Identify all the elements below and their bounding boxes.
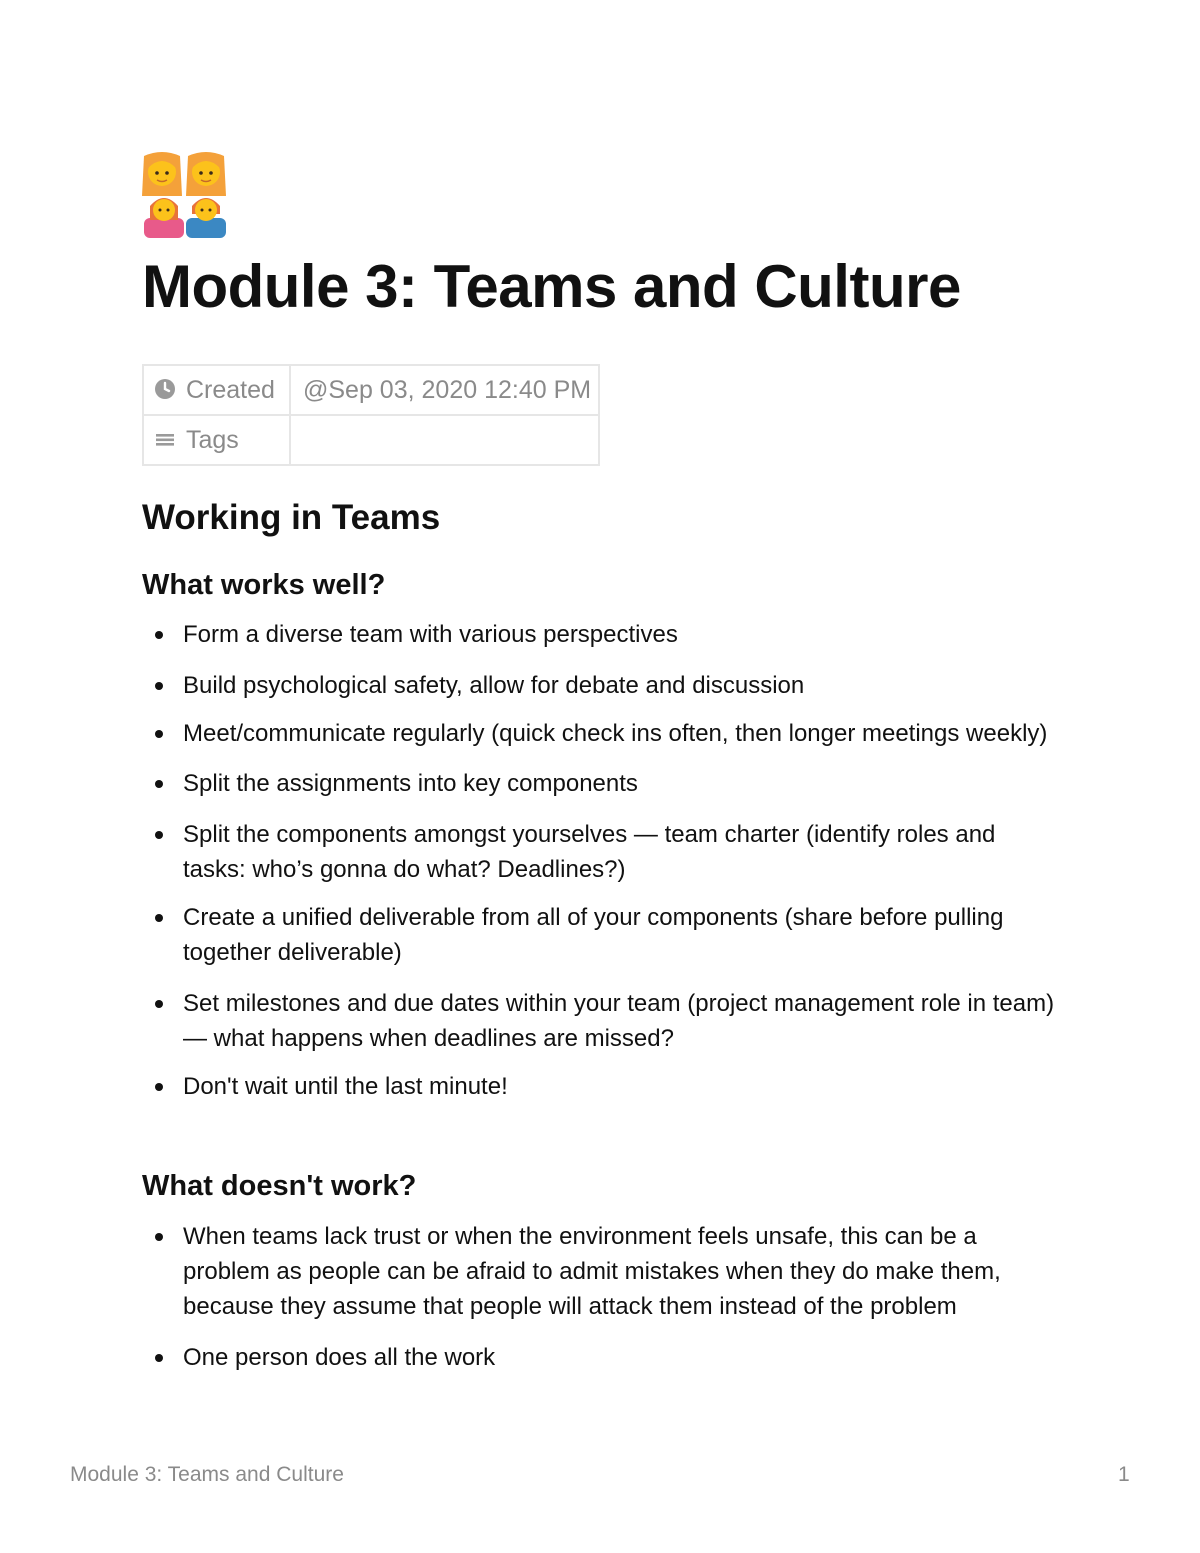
footer-title: Module 3: Teams and Culture: [70, 1463, 344, 1486]
subheading-works-well: What works well?: [142, 569, 386, 601]
property-key-created: [143, 365, 290, 415]
family-emoji-icon: [142, 152, 228, 238]
page-number: 1: [1118, 1463, 1130, 1486]
page-title: Module 3: Teams and Culture: [142, 253, 961, 320]
list-item: Create a unified deliverable from all of your components (share before pulling together deliverable): [142, 900, 1057, 970]
list-item: Set milestones and due dates within your team (project management role in team) — what happens when deadlines are missed?: [142, 986, 1057, 1056]
list-item: Split the components amongst yourselves — team charter (identify roles and tasks: who’s gonna do what? Deadlines?): [142, 817, 1057, 887]
property-row-created: [143, 365, 599, 415]
property-row-tags: [143, 415, 599, 465]
property-label: Tags: [186, 425, 239, 454]
works-well-list: [142, 617, 1057, 1104]
list-item: Meet/communicate regularly (quick check ins often, then longer meetings weekly): [142, 716, 1057, 751]
list-item: One person does all the work: [142, 1340, 1057, 1375]
property-key-tags: [143, 415, 290, 465]
list-item: Don't wait until the last minute!: [142, 1069, 1057, 1104]
list-item: When teams lack trust or when the environment feels unsafe, this can be a problem as people can be afraid to admit mistakes when they do make them, because they assume that people will attack them instead of the problem: [142, 1219, 1057, 1324]
list-item: Split the assignments into key components: [142, 766, 1057, 801]
section-heading: Working in Teams: [142, 498, 441, 537]
property-label: Created: [186, 375, 275, 404]
list-item: Form a diverse team with various perspectives: [142, 617, 1057, 652]
list-item: Build psychological safety, allow for debate and discussion: [142, 668, 1057, 703]
clock-icon: [154, 378, 176, 400]
subheading-doesnt-work: What doesn't work?: [142, 1170, 417, 1202]
doesnt-work-list: [142, 1219, 1057, 1375]
property-value-created: @Sep 03, 2020 12:40 PM: [290, 365, 599, 415]
list-icon: [154, 428, 176, 450]
property-value-tags: [290, 415, 599, 465]
properties-table: [142, 364, 600, 466]
